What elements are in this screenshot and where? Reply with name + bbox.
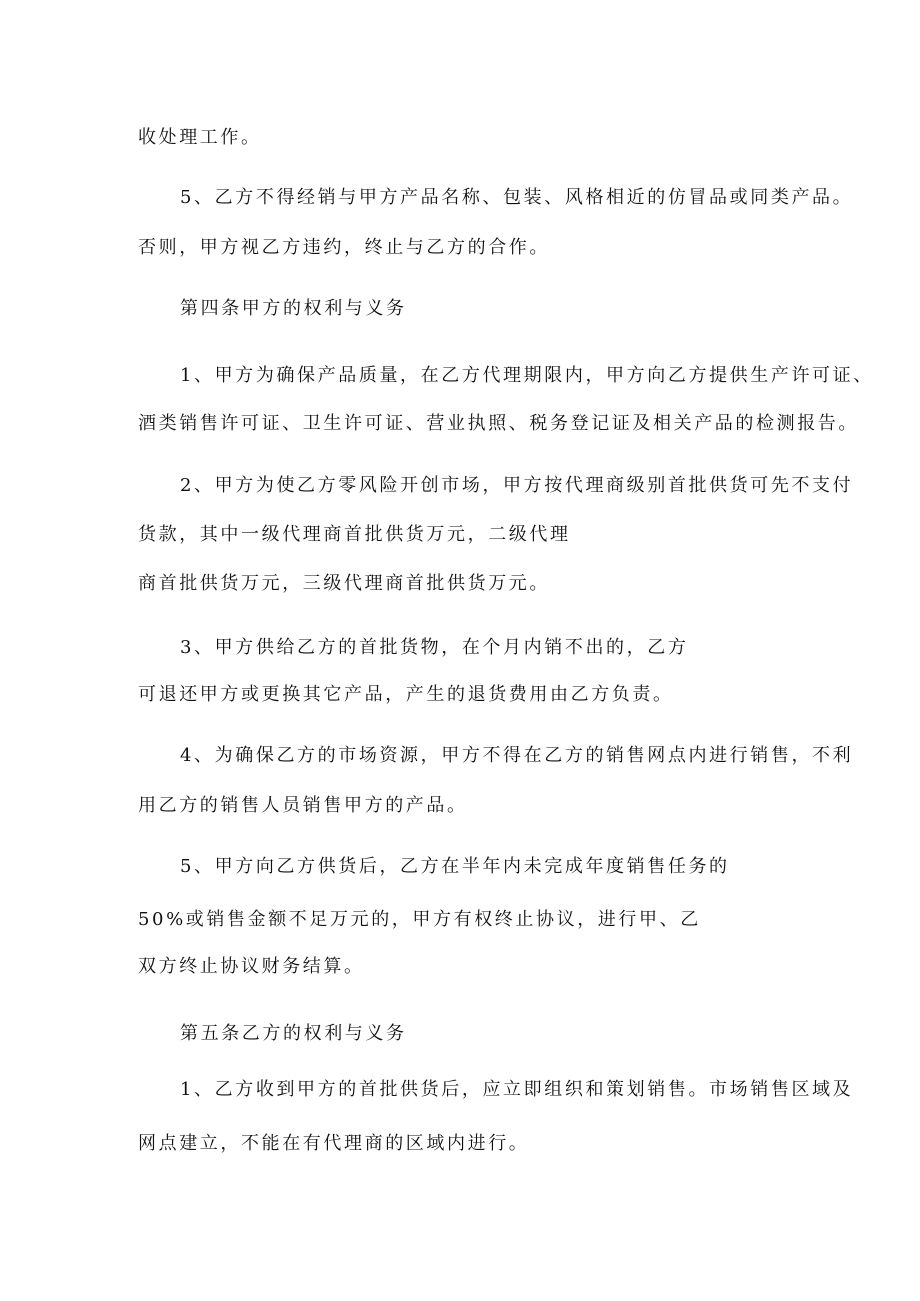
clause-4-1: 1、甲方为确保产品质量，在乙方代理期限内，甲方向乙方提供生产许可证、 (180, 365, 874, 386)
article-5-heading: 第五条乙方的权利与义务 (180, 1023, 407, 1044)
text-line-8: 货款，其中一级代理商首批供货万元，二级代理 (138, 524, 571, 545)
clause-4-3: 3、甲方供给乙方的首批货物，在个月内销不出的，乙方 (180, 637, 689, 658)
text-line-11: 可退还甲方或更换其它产品，产生的退货费用由乙方负责。 (138, 684, 674, 705)
text-line-13: 用乙方的销售人员销售甲方的产品。 (138, 795, 468, 816)
text-line-9: 商首批供货万元，三级代理商首批供货万元。 (138, 573, 550, 594)
clause-3-5: 5、乙方不得经销与甲方产品名称、包装、风格相近的仿冒品或同类产品。 (180, 187, 854, 208)
text-line-3: 否则，甲方视乙方违约，终止与乙方的合作。 (138, 237, 550, 258)
text-line-1: 收处理工作。 (138, 127, 262, 148)
clause-4-5: 5、甲方向乙方供货后，乙方在半年内未完成年度销售任务的 (180, 856, 730, 877)
text-line-6: 酒类销售许可证、卫生许可证、营业执照、税务登记证及相关产品的检测报告。 (138, 413, 859, 434)
text-line-19: 网点建立，不能在有代理商的区域内进行。 (138, 1133, 530, 1154)
text-line-16: 双方终止协议财务结算。 (138, 956, 365, 977)
text-line-15: 50%或销售金额不足万元的，甲方有权终止协议，进行甲、乙 (138, 909, 701, 930)
clause-5-1: 1、乙方收到甲方的首批供货后，应立即组织和策划销售。市场销售区域及 (180, 1079, 854, 1100)
clause-4-2: 2、甲方为使乙方零风险开创市场，甲方按代理商级别首批供货可先不支付 (180, 475, 854, 496)
article-4-heading: 第四条甲方的权利与义务 (180, 298, 407, 319)
clause-4-4: 4、为确保乙方的市场资源，甲方不得在乙方的销售网点内进行销售，不利 (180, 745, 854, 766)
